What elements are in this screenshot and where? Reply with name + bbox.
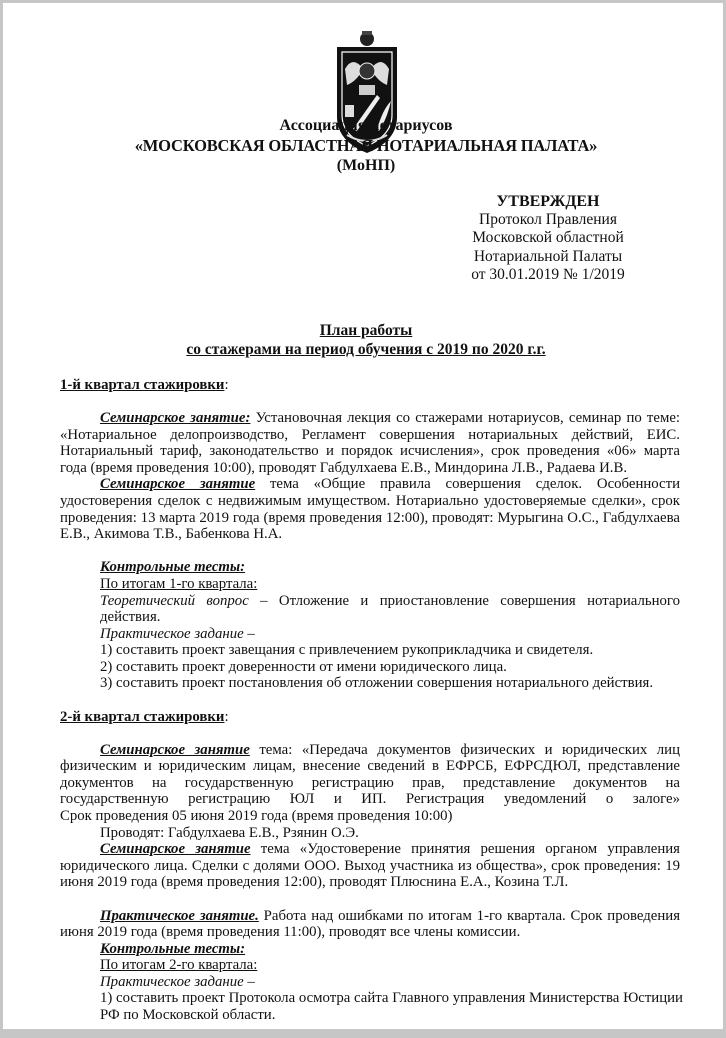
document-page [3,3,723,1029]
q2-seminar-2 [60,841,680,891]
text-line: Теоретический вопрос – Отложение и приостановление совершения нотариального [100,592,680,609]
text-line: года (время проведения 10:00), проводят Габдулхаева Е.В., Миндорина Л.В., Радаева И.В. [60,459,628,476]
theory-label: Теоретический вопрос [100,592,249,609]
text-line: действия. [100,609,161,626]
text-line: Срок проведения 05 июня 2019 года (время проведения 10:00) [60,808,453,825]
seminar-lead: Семинарское занятие [100,476,256,493]
approval-title: УТВЕРЖДЕН [496,193,600,210]
tests-title: Контрольные тесты: [100,559,246,576]
text-line: Семинарское занятие тема «Общие правила совершения сделок. Особенности [100,476,680,493]
task-item: РФ по Московской области. [100,1006,276,1023]
tests-subtitle: По итогам 1-го квартала: [100,575,258,592]
approval-line: Протокол Правления [479,211,617,229]
q1-seminar-1 [60,410,680,476]
tests-title: Контрольные тесты: [100,940,246,957]
seminar-lead: Семинарское занятие [100,841,251,858]
approval-line: Московской областной [472,229,624,247]
plan-title-block [3,321,726,359]
practice-lead: Практическое занятие. [100,907,259,924]
task-item: 1) составить проект Протокола осмотра сайта Главного управления Министерства Юстиции [100,990,683,1007]
text-line: государственную регистрацию ЮЛ и ИП. Регистрация уведомлений о залоге» [60,791,680,808]
text-line: Семинарское занятие: Установочная лекция со стажерами нотариусов, семинар по теме: [100,410,680,427]
text-line: проведения: 13 марта 2019 года (время проведения 12:00), проводят: Мурыгина О.С., Габдулхаева [60,509,680,526]
text-line: июня 2019 года (время проведения 12:00), проводят Плюснина Е.А., Козина Т.Л. [60,874,569,891]
approval-block [438,193,658,284]
text-line: физическим и юридическим лицам, внесение сведений в ЕФРСБ, ЕФРСДЮЛ, представление [60,758,680,775]
seminar-lead: Семинарское занятие: [100,410,251,427]
text-line: Е.В., Акимова Т.В., Бабенкова Н.А. [60,526,283,543]
task-item: 1) составить проект завещания с привлечением рукоприкладчика и свидетеля. [100,642,594,659]
section-heading-q2: 2-й квартал стажировки: [60,708,229,725]
text-line: июня 2019 года (время проведения 11:00), проводят все члены комиссии. [60,924,521,941]
section-heading-q1: 1-й квартал стажировки: [60,377,229,393]
approval-line: от 30.01.2019 № 1/2019 [471,265,625,283]
text-line: Нотариальный тариф, законодательство и порядок исчисления», срок проведения «06» марта [60,443,680,460]
text-line: «Нотариальное делопроизводство, Регламент совершения нотариальных действий, ЕИС. [60,426,680,443]
tests-subtitle: По итогам 2-го квартала: [100,957,258,974]
text-line: удостоверения сделок с недвижимым имуществом. Нотариально удостоверяемые сделки», срок [60,493,680,510]
approval-line: Нотариальной Палаты [473,247,623,265]
text-line: Семинарское занятие тема «Удостоверение принятия решения органом управления [100,841,680,858]
practice-label: Практическое задание – [100,973,255,990]
q2-seminar-1 [60,742,680,841]
text-line: Практическое занятие. Работа над ошибками по итогам 1-го квартала. Срок проведения [100,907,680,924]
text-line: документов на государственную регистрацию прав, представление документов на [60,774,680,791]
task-item: 3) составить проект постановления об отложении совершения нотариального действия. [100,675,654,692]
plan-title: План работы [319,322,413,339]
org-name-line: Ассоциация нотариусов [279,117,453,134]
org-abbreviation: (МоНП) [336,157,396,174]
q1-seminar-2 [60,476,680,542]
seminar-lead: Семинарское занятие [100,741,250,758]
text-line: Семинарское занятие тема: «Передача документов физических и юридических лиц [100,741,680,758]
presenters-line: Проводят: Габдулхаева Е.В., Рзянин О.Э. [100,824,359,841]
plan-subtitle: со стажерами на период обучения с 2019 по 2020 г.г. [186,341,546,358]
q2-practice [60,908,680,941]
q1-tests [60,559,680,692]
org-full-name: «МОСКОВСКАЯ ОБЛАСТНАЯ НОТАРИАЛЬНАЯ ПАЛАТА» [134,136,598,155]
document-body [60,377,683,1024]
text-line: юридического лица. Сделки с долями ООО. Выход участника из общества», срок проведения: 19 [60,857,680,874]
q2-tests [60,940,683,1024]
practice-label: Практическое задание – [100,625,255,642]
organization-header [3,116,726,176]
task-item: 2) составить проект доверенности от имени юридического лица. [100,658,507,675]
